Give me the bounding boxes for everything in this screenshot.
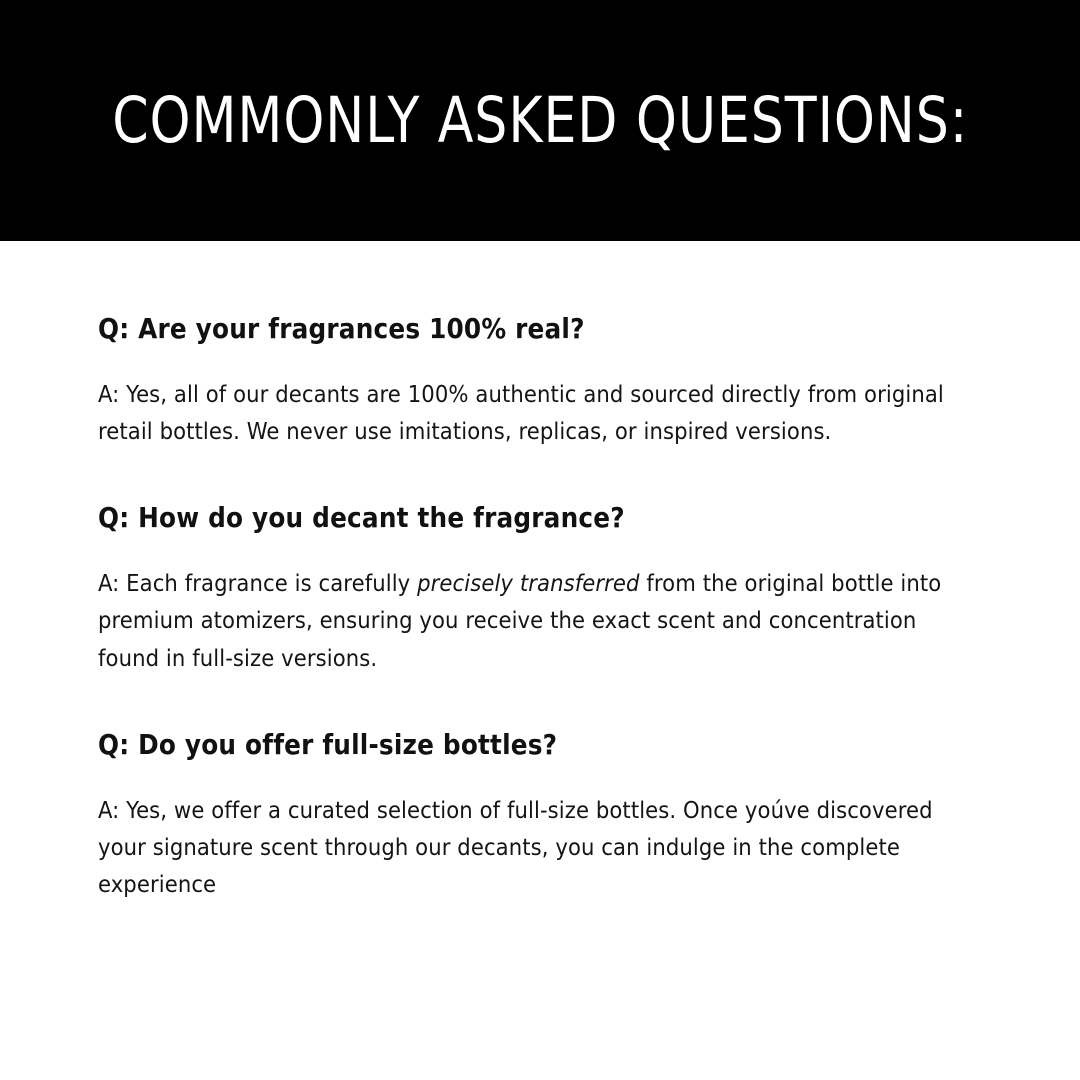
faq-answer-text: A: Yes, all of our decants are 100% authentic and sourced directly from original retail bottles. We never use imitations, replicas, or inspired versions. xyxy=(98,380,944,446)
faq-item xyxy=(98,313,984,450)
faq-question: Q: Are your fragrances 100% real? xyxy=(98,313,585,345)
faq-answer xyxy=(98,376,984,450)
faq-item xyxy=(98,502,984,676)
faq-content xyxy=(0,241,1080,903)
faq-answer-emphasis: precisely transferred xyxy=(417,569,640,598)
faq-answer xyxy=(98,792,984,903)
faq-question: Q: Do you offer full-size bottles? xyxy=(98,728,558,761)
header-banner xyxy=(0,0,1080,241)
faq-answer-text: A: Yes, we offer a curated selection of full-size bottles. Once yoúve discovered your signature scent through our decants, you can indulge in the complete experience xyxy=(98,795,933,898)
faq-item xyxy=(98,729,984,903)
faq-answer xyxy=(98,565,984,676)
faq-answer-text-tail: from the original bottle into premium atomizers, ensuring you receive the exact scent and concentration found in full-size versions. xyxy=(98,569,942,672)
page-title: COMMONLY ASKED QUESTIONS: xyxy=(111,84,969,157)
faq-list xyxy=(0,241,1080,903)
faq-answer-text: A: Each fragrance is carefully xyxy=(98,569,418,598)
faq-question: Q: How do you decant the fragrance? xyxy=(98,502,625,535)
